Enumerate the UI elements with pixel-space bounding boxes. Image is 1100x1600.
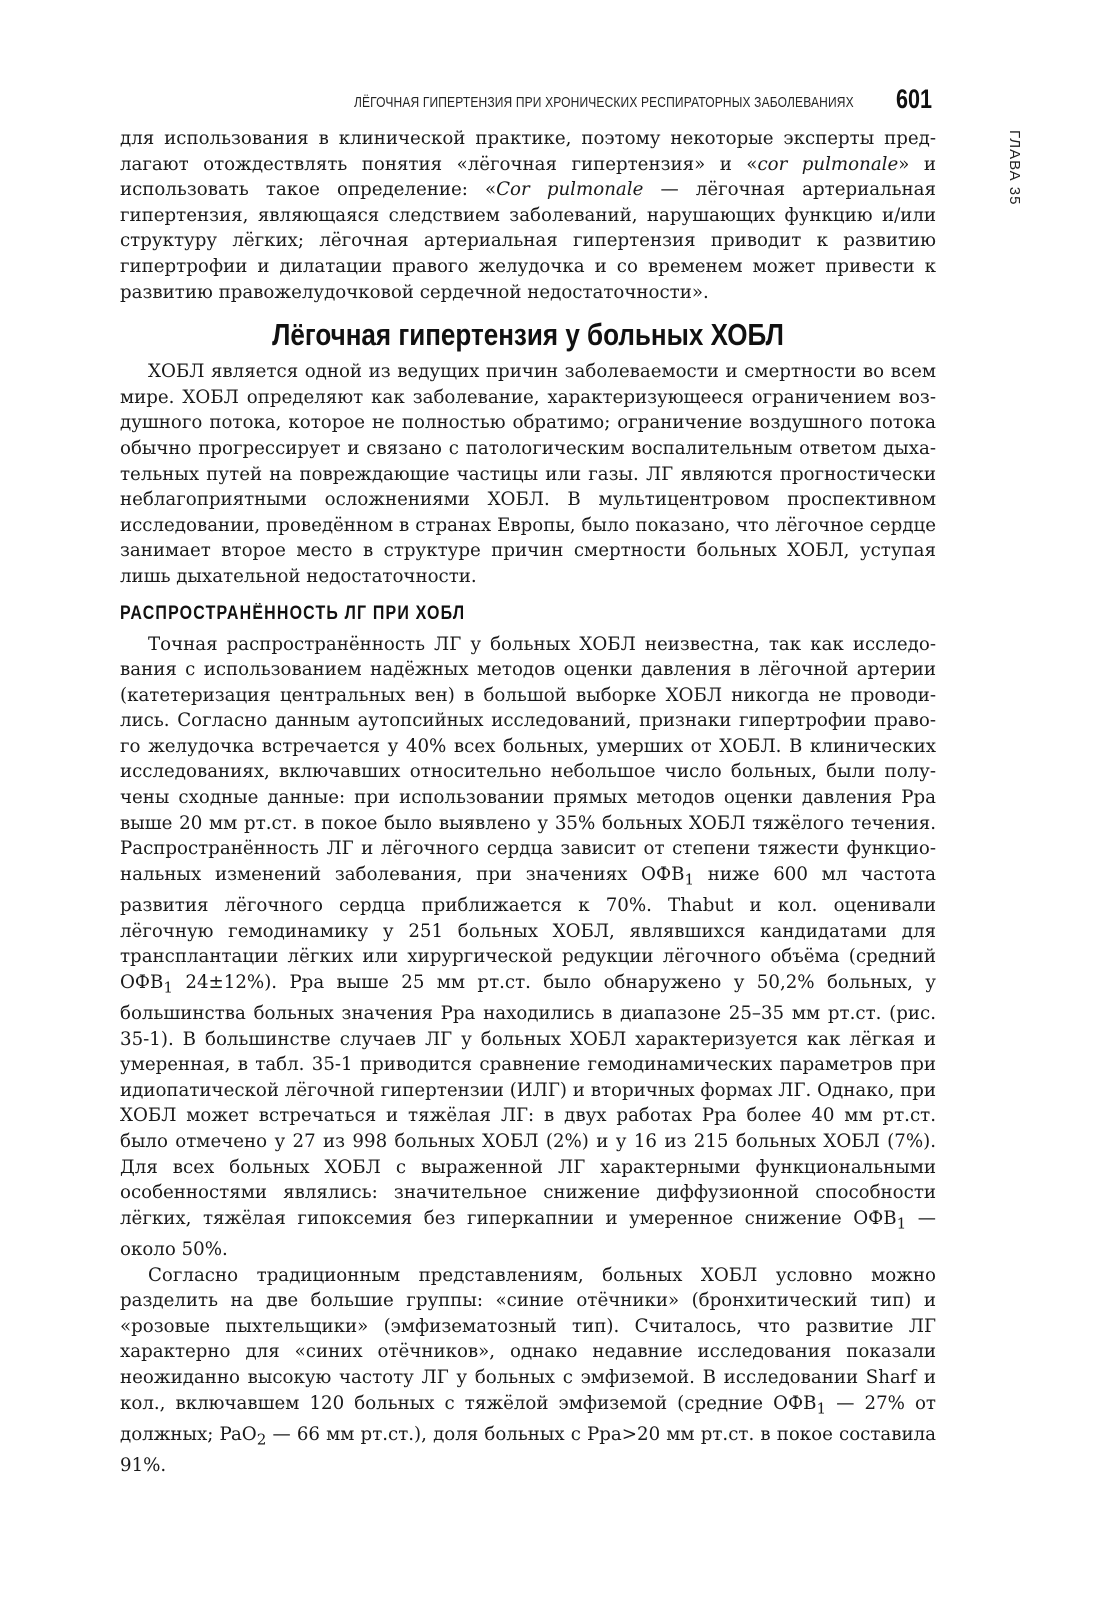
chapter-tab: ГЛАВА 35 bbox=[1006, 130, 1023, 206]
intro-text-1: для использования в клинической практике, поэтому некоторые эксперты предлагают отождествлять понятия «лёгочная гипертензия» и « bbox=[120, 128, 936, 175]
subsection-paragraph-1 bbox=[120, 632, 936, 1263]
page-body bbox=[120, 126, 936, 1479]
subscript: 1 bbox=[684, 870, 695, 889]
subscript: 2 bbox=[256, 1430, 267, 1449]
intro-paragraph bbox=[120, 126, 936, 305]
section-heading: Лёгочная гипертензия у больных ХОБЛ bbox=[272, 317, 784, 353]
para1-text-3: 24±12%). Ppa выше 25 мм рт.ст. было обнаружено у 50,2% больных, у большинства больных значения Ppa находились в диапазоне 25–35 мм рт.ст. (рис. 35-1). В большинстве случаев ЛГ у больных ХОБЛ характеризуется как лёгкая и умеренная, в табл. 35-1 приводится сравнение гемодинамических параметров при идиопатической лёгочной гипертензии (ИЛГ) и вторичных формах ЛГ. Однако, при ХОБЛ может встречаться и тяжёлая ЛГ: в двух работах Ppa более 40 мм рт.ст. было отмечено у 27 из 998 больных ХОБЛ (2%) и у 16 из 215 больных ХОБЛ (7%). Для всех больных ХОБЛ с выраженной ЛГ характерными функциональными особенностями являлись: значительное снижение диффузионной способности лёгких, тяжёлая гипоксемия без гиперкапнии и умеренное снижение ОФВ bbox=[120, 971, 936, 1229]
running-header bbox=[120, 84, 932, 120]
section-paragraph: ХОБЛ является одной из ведущих причин заболеваемости и смертности во всем мире. ХОБЛ определяют как заболевание, характеризующееся ограничением воздушного потока, которое не полностью обратимо; ограничение воздушного потока обычно прогрессирует и связано с патологическим воспалительным ответом дыхательных путей на повреждающие частицы или газы. ЛГ являются прогностически неблагоприятными осложнениями ХОБЛ. В мультицентровом проспективном исследовании, проведённом в странах Европы, было показано, что лёгочное сердце занимает второе место в структуре причин смертности больных ХОБЛ, уступая лишь дыхательной недостаточности. bbox=[120, 361, 936, 587]
subsection-paragraph-2 bbox=[120, 1263, 936, 1479]
intro-italic-1: cor pulmonale bbox=[757, 153, 899, 175]
intro-text-2: » и использовать такое определение: « bbox=[120, 153, 936, 201]
para1-text-4: — около 50%. bbox=[120, 1207, 936, 1261]
intro-text-3: — лёгочная артериальная гипертензия, являющаяся следствием заболеваний, нарушающих функцию и/или структуру лёгких; лёгочная артериальная гипертензия приводит к развитию гипертрофии и дилатации правого желудочка и со временем может привести к развитию правожелудочковой сердечной недостаточности». bbox=[120, 179, 936, 303]
intro-italic-2: Cor pulmonale bbox=[496, 179, 644, 201]
para2-text-1: Согласно традиционным представлениям, больных ХОБЛ условно можно разделить на две большие группы: «синие отёчники» (бронхитический тип) и «розовые пыхтельщики» (эмфизематозный тип). Считалось, что развитие ЛГ характерно для «синих отёчников», однако недавние исследования показали неожиданно высокую частоту ЛГ у больных с эмфиземой. В исследовании Sharf и кол., включавшем 120 больных с тяжёлой эмфиземой (средние ОФВ bbox=[120, 1264, 936, 1414]
para1-text-2: ниже 600 мл частота развития лёгочного сердца приближается к 70%. Thabut и кол. оценивали лёгочную гемодинамику у 251 больных ХОБЛ, являвшихся кандидатами для трансплантации лёгких или хирургической редукции лёгочного объёма (средний ОФВ bbox=[120, 863, 937, 993]
para1-text-1: Точная распространённость ЛГ у больных ХОБЛ неизвестна, так как исследования с использованием надёжных методов оценки давления в лёгочной артерии (катетеризация центральных вен) в большой выборке ХОБЛ никогда не проводились. Согласно данным аутопсийных исследований, признаки гипертрофии правого желудочка встречается у 40% всех больных, умерших от ХОБЛ. В клинических исследованиях, включавших относительно небольшое число больных, были получены сходные данные: при использовании прямых методов оценки давления Ppa выше 20 мм рт.ст. в покое было выявлено у 35% больных ХОБЛ тяжёлого течения. Распространённость ЛГ и лёгочного сердца зависит от степени тяжести функциональных изменений заболевания, при значениях ОФВ bbox=[120, 633, 936, 885]
page-number: 601 bbox=[895, 84, 932, 114]
running-title: ЛЁГОЧНАЯ ГИПЕРТЕНЗИЯ ПРИ ХРОНИЧЕСКИХ РЕСПИРАТОРНЫХ ЗАБОЛЕВАНИЯХ bbox=[354, 94, 854, 111]
para2-text-2: — 27% от должных; PaO bbox=[120, 1392, 936, 1445]
para2-text-3: — 66 мм рт.ст.), доля больных с Ppa>20 мм рт.ст. в покое составила 91%. bbox=[120, 1423, 936, 1477]
subscript: 1 bbox=[896, 1214, 907, 1233]
subscript: 1 bbox=[163, 978, 174, 997]
subscript: 1 bbox=[816, 1399, 827, 1418]
subsection-heading: РАСПРОСТРАНЁННОСТЬ ЛГ ПРИ ХОБЛ bbox=[120, 602, 466, 624]
